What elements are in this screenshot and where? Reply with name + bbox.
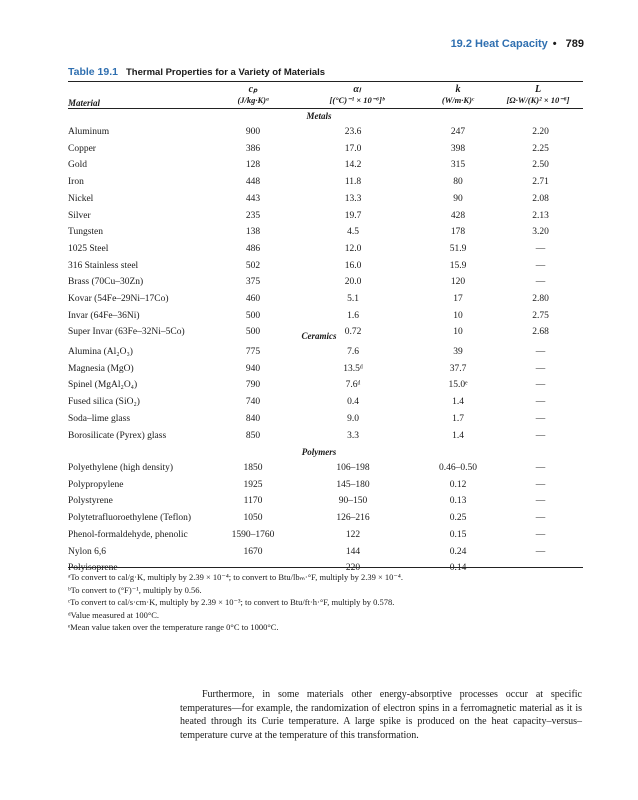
section-heading: Metals xyxy=(306,111,332,121)
l-symbol: L xyxy=(534,84,542,95)
running-header xyxy=(451,38,584,50)
cell-k: 51.9 xyxy=(449,243,467,254)
cell-k: 0.14 xyxy=(449,563,467,574)
table-top-rule xyxy=(68,81,583,82)
cell-l: — xyxy=(535,463,546,473)
cell-k: 0.24 xyxy=(449,546,467,557)
cell-k: 10 xyxy=(453,310,463,321)
cell-k: 15.9 xyxy=(449,260,467,271)
cell-k: 0.15 xyxy=(449,529,467,540)
header-rule xyxy=(68,108,583,109)
cell-material: Phenol-formaldehyde, phenolic xyxy=(68,529,188,540)
cell-alpha: 20.0 xyxy=(344,277,362,288)
k-symbol: k xyxy=(455,84,461,95)
alpha-symbol: αₗ xyxy=(353,84,361,95)
cell-alpha: 122 xyxy=(345,529,361,540)
cell-cp: 1850 xyxy=(243,463,263,473)
table-caption xyxy=(68,66,325,78)
cell-l: 2.80 xyxy=(532,294,549,304)
cell-l: 2.50 xyxy=(532,160,549,171)
cell-k: 1.7 xyxy=(452,413,464,424)
cell-cp: 500 xyxy=(245,327,261,338)
cell-l: — xyxy=(535,363,546,374)
cell-l: — xyxy=(535,380,546,391)
cell-alpha: 144 xyxy=(345,546,361,557)
col-header-alpha xyxy=(302,84,412,106)
cell-material: Tungsten xyxy=(68,227,104,238)
cell-cp: 502 xyxy=(245,260,261,271)
cell-cp: 940 xyxy=(245,363,261,374)
cell-k: 0.46–0.50 xyxy=(439,463,477,473)
cell-k: 80 xyxy=(453,177,463,188)
cell-alpha: 9.0 xyxy=(347,413,359,424)
cell-material: Nylon 6,6 xyxy=(68,546,106,557)
cell-cp: 500 xyxy=(245,310,261,321)
cell-k: 39 xyxy=(453,347,463,357)
cell-material: Spinel (MgAl₂O₄) xyxy=(68,380,138,391)
col-header-cp xyxy=(218,84,288,105)
footnote: ᵇTo convert to (°F)⁻¹, multiply by 0.56. xyxy=(68,584,202,595)
cell-cp: 900 xyxy=(245,127,261,137)
cell-k: 0.25 xyxy=(449,513,467,524)
cell-cp: 740 xyxy=(245,397,261,408)
cell-l: 2.25 xyxy=(532,143,549,154)
cell-l: — xyxy=(535,413,546,424)
cell-l: — xyxy=(535,513,546,524)
cell-material: Magnesia (MgO) xyxy=(68,363,134,374)
alpha-unit: [(°C)⁻¹ × 10⁻⁶]ᵇ xyxy=(329,95,385,105)
cell-material: Super Invar (63Fe–32Ni–5Co) xyxy=(68,327,185,338)
cell-cp: 840 xyxy=(245,413,261,424)
cell-cp: 128 xyxy=(245,160,261,171)
cell-material: Polyethylene (high density) xyxy=(68,463,174,473)
cell-k: 120 xyxy=(450,277,466,288)
cell-l: 2.20 xyxy=(532,127,549,137)
cell-cp: 1590–1760 xyxy=(231,529,275,540)
cell-alpha: 11.8 xyxy=(344,177,362,188)
cell-alpha: 4.5 xyxy=(347,227,359,238)
cell-alpha: 7.6ᵈ xyxy=(345,380,361,391)
cell-material: Polypropylene xyxy=(68,479,124,490)
cell-k: 10 xyxy=(453,327,463,338)
cell-cp: 460 xyxy=(245,294,261,304)
body-paragraph: Furthermore, in some materials other energy-absorptive processes occur at specific temperatures—for example, the randomization of electron spins in a ferromagnetic material as it is heated through its Curie temperature. A large spike is produced on the heat capacity–versus–temperature curve at the temperature of this transformation. xyxy=(180,689,582,741)
cell-cp: 235 xyxy=(245,210,261,221)
cell-material: Silver xyxy=(68,210,91,221)
cell-k: 37.7 xyxy=(449,363,467,374)
cell-alpha: 1.6 xyxy=(347,310,359,321)
cell-k: 15.0ᵉ xyxy=(448,380,468,391)
cell-alpha: 0.72 xyxy=(344,327,362,338)
cell-alpha: 7.6 xyxy=(347,347,359,357)
cell-cp: 386 xyxy=(245,143,261,154)
cell-k: 247 xyxy=(450,127,466,137)
cell-cp: 443 xyxy=(245,193,261,204)
cell-material: Invar (64Fe–36Ni) xyxy=(68,310,140,321)
cell-material: Soda–lime glass xyxy=(68,413,131,424)
cell-k: 1.4 xyxy=(452,397,464,408)
cell-l: 3.20 xyxy=(532,227,549,238)
section-heading: Polymers xyxy=(301,447,337,457)
cell-l: — xyxy=(535,243,546,254)
cell-alpha: 23.6 xyxy=(344,127,362,137)
cell-k: 0.13 xyxy=(449,496,467,507)
footnote: ᶜTo convert to cal/s·cm·K, multiply by 2.39 × 10⁻³; to convert to Btu/ft·h·°F, multiply by 0.578. xyxy=(68,597,395,607)
cell-material: Polytetrafluoroethylene (Teflon) xyxy=(68,513,192,524)
table-bottom-rule xyxy=(68,567,583,568)
cell-l: 2.08 xyxy=(532,193,549,204)
cell-l: — xyxy=(535,397,546,408)
cell-l: — xyxy=(535,529,546,540)
cell-alpha: 13.5ᵈ xyxy=(343,363,363,374)
page-number: 789 xyxy=(565,38,584,50)
cell-k: 178 xyxy=(450,227,466,238)
footnote: ᵉMean value taken over the temperature range 0°C to 1000°C. xyxy=(68,622,279,632)
cell-alpha: 220 xyxy=(345,563,361,574)
cell-cp: 448 xyxy=(245,177,261,188)
k-unit: (W/m·K)ᶜ xyxy=(441,95,475,105)
cp-unit: (J/kg·K)ᵃ xyxy=(237,95,269,105)
cell-k: 398 xyxy=(450,143,466,154)
cell-l: — xyxy=(535,260,546,271)
cell-alpha: 90–150 xyxy=(338,496,368,507)
cell-material: Aluminum xyxy=(68,127,110,137)
cell-cp: 850 xyxy=(245,430,261,441)
table-number: Table 19.1 xyxy=(68,66,118,78)
cell-l: 2.68 xyxy=(532,327,549,338)
cell-k: 90 xyxy=(453,193,463,204)
cell-l: — xyxy=(535,546,546,557)
cell-material: Polystyrene xyxy=(68,496,113,507)
cell-k: 17 xyxy=(453,294,463,304)
cell-l: 2.75 xyxy=(532,310,549,321)
cell-material: Brass (70Cu–30Zn) xyxy=(68,277,144,288)
col-header-l xyxy=(488,84,588,106)
cell-l: — xyxy=(535,479,546,490)
cell-alpha: 126–216 xyxy=(336,513,370,524)
cp-symbol: cₚ xyxy=(248,84,258,95)
cell-material: Copper xyxy=(68,143,96,154)
cell-cp: 1925 xyxy=(243,479,263,490)
cell-alpha: 17.0 xyxy=(344,143,362,154)
cell-material: 316 Stainless steel xyxy=(68,260,139,271)
cell-cp: 375 xyxy=(245,277,261,288)
cell-material: Alumina (Al₂O₃) xyxy=(68,347,133,357)
cell-cp: 775 xyxy=(245,347,261,357)
section-title: 19.2 Heat Capacity xyxy=(450,38,548,50)
cell-material: Fused silica (SiO₂) xyxy=(68,397,140,408)
cell-l: — xyxy=(535,347,546,357)
cell-k: 0.12 xyxy=(449,479,467,490)
cell-material: Kovar (54Fe–29Ni–17Co) xyxy=(68,294,169,304)
col-header-material: Material xyxy=(68,98,101,108)
cell-material: Iron xyxy=(68,177,84,188)
cell-alpha: 12.0 xyxy=(344,243,362,254)
table-title: Thermal Properties for a Variety of Materials xyxy=(126,67,326,78)
cell-material: Gold xyxy=(68,160,87,171)
cell-material: Nickel xyxy=(68,193,94,204)
footnote: ᵃTo convert to cal/g·K, multiply by 2.39 × 10⁻⁴; to convert to Btu/lbₘ·°F, multiply by 2.39 × 10⁻⁴. xyxy=(68,572,404,582)
cell-k: 1.4 xyxy=(452,430,464,441)
cell-alpha: 16.0 xyxy=(344,260,362,271)
cell-k: 428 xyxy=(450,210,466,221)
cell-cp: — xyxy=(248,563,258,574)
cell-l: 2.71 xyxy=(532,177,549,188)
cell-cp: 790 xyxy=(245,380,261,391)
cell-l: — xyxy=(535,277,546,288)
cell-alpha: 5.1 xyxy=(347,294,359,304)
cell-material: Polyisoprene xyxy=(68,563,118,574)
cell-material: 1025 Steel xyxy=(68,243,109,254)
cell-alpha: 3.3 xyxy=(347,430,359,441)
cell-l: — xyxy=(535,563,546,574)
cell-material: Borosilicate (Pyrex) glass xyxy=(68,430,167,441)
cell-l: 2.13 xyxy=(532,210,549,221)
cell-alpha: 145–180 xyxy=(336,479,370,490)
cell-cp: 1670 xyxy=(243,546,263,557)
cell-alpha: 14.2 xyxy=(344,160,362,171)
cell-l: — xyxy=(535,430,546,441)
cell-cp: 1170 xyxy=(243,496,263,507)
cell-alpha: 0.4 xyxy=(347,397,359,408)
cell-l: — xyxy=(535,496,546,507)
l-unit: [Ω·W/(K)² × 10⁻⁸] xyxy=(506,95,570,105)
footnote: ᵈValue measured at 100°C. xyxy=(68,609,160,620)
section-heading: Ceramics xyxy=(301,331,337,341)
header-separator: • xyxy=(552,38,557,50)
cell-cp: 486 xyxy=(245,243,261,254)
cell-k: 315 xyxy=(450,160,466,171)
cell-alpha: 13.3 xyxy=(344,193,362,204)
cell-alpha: 19.7 xyxy=(344,210,362,221)
cell-alpha: 106–198 xyxy=(336,463,370,473)
cell-cp: 138 xyxy=(245,227,261,238)
cell-cp: 1050 xyxy=(243,513,263,524)
